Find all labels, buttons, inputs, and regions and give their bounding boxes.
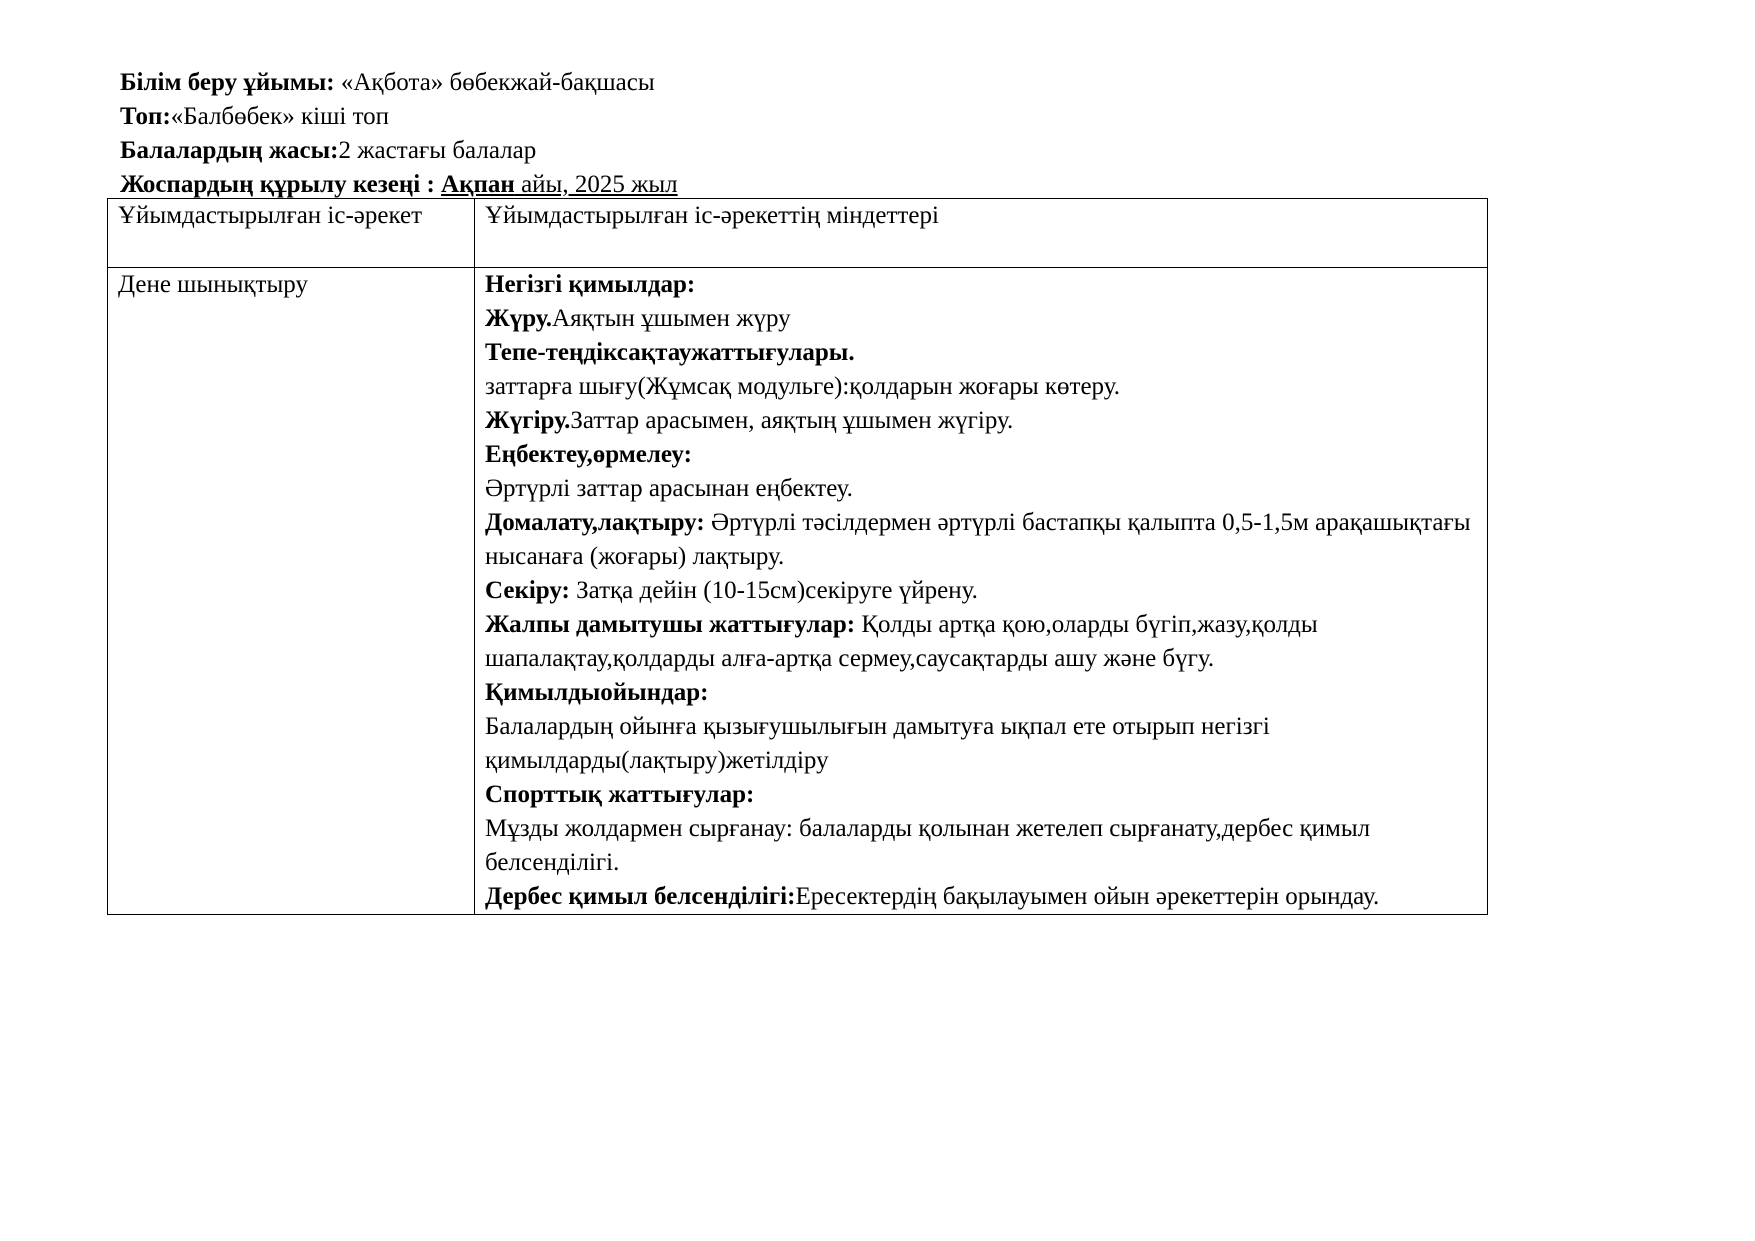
period-line bbox=[120, 168, 678, 202]
activity-cell: Дене шынықтыру bbox=[108, 268, 475, 915]
organization-label: Білім беру ұйымы: bbox=[120, 69, 335, 96]
task-heading: Қимылдыойындар: bbox=[485, 679, 709, 706]
task-item bbox=[485, 778, 1479, 812]
task-heading: Негізгі қимылдар: bbox=[485, 271, 696, 298]
task-item bbox=[485, 574, 1479, 608]
task-text: заттарға шығу(Жұмсақ модульге):қолдарын жоғары көтеру. bbox=[485, 373, 1120, 400]
task-heading: Жүру. bbox=[485, 305, 553, 332]
age-value: 2 жастағы балалар bbox=[338, 137, 537, 164]
task-item bbox=[485, 268, 1479, 302]
task-item bbox=[485, 438, 1479, 472]
task-text: Ересектердің бақылауымен ойын әрекеттерін орындау. bbox=[795, 883, 1380, 910]
age-line bbox=[120, 134, 678, 168]
task-item bbox=[485, 506, 1479, 574]
table-header-row bbox=[108, 199, 1488, 268]
tasks-cell bbox=[475, 268, 1488, 915]
task-item bbox=[485, 676, 1479, 710]
group-label: Топ: bbox=[120, 103, 171, 130]
task-heading: Жүгіру. bbox=[485, 407, 571, 434]
task-text: Мұзды жолдармен сырғанау: балаларды қолынан жетелеп сырғанату,дербес қимыл белсенділігі. bbox=[485, 815, 1371, 876]
table-row bbox=[108, 268, 1488, 915]
task-item bbox=[485, 302, 1479, 336]
group-line bbox=[120, 100, 678, 134]
task-heading: Еңбектеу,өрмелеу: bbox=[485, 441, 692, 468]
group-value: «Балбөбек» кіші топ bbox=[170, 103, 390, 130]
task-text: Балалардың ойынға қызығушылығын дамытуға ықпал ете отырып негізгі қимылдарды(лақтыру)жетілдіру bbox=[485, 713, 1270, 774]
task-text: Заттар арасымен, аяқтың ұшымен жүгіру. bbox=[570, 407, 1014, 434]
task-heading: Жалпы дамытушы жаттығулар: bbox=[485, 611, 856, 638]
period-label: Жоспардың құрылу кезеңі : bbox=[120, 171, 442, 198]
plan-table bbox=[107, 198, 1488, 915]
task-heading: Спорттық жаттығулар: bbox=[485, 781, 755, 808]
task-text: Затқа дейін (10-15см)секіруге үйрену. bbox=[569, 577, 978, 604]
task-text: Әртүрлі заттар арасынан еңбектеу. bbox=[485, 475, 853, 502]
task-item bbox=[485, 880, 1479, 914]
task-item bbox=[485, 370, 1479, 404]
column-header-tasks: Ұйымдастырылған іс-әрекеттің міндеттері bbox=[475, 199, 1488, 268]
organization-line bbox=[120, 66, 678, 100]
period-month: Ақпан bbox=[441, 171, 515, 198]
task-heading: Дербес қимыл белсенділігі: bbox=[485, 883, 796, 910]
task-item bbox=[485, 812, 1479, 880]
task-item bbox=[485, 404, 1479, 438]
task-item bbox=[485, 710, 1479, 778]
organization-value: «Ақбота» бөбекжай-бақшасы bbox=[334, 69, 655, 96]
period-rest: айы, 2025 жыл bbox=[514, 171, 678, 198]
task-text: Қолды артқа қою,оларды бүгіп,жазу,қолды шапалақтау,қолдарды алға-артқа сермеу,саусақтарды ашу және бүгу. bbox=[485, 611, 1318, 672]
task-heading: Тепе-теңдіксақтаужаттығулары. bbox=[485, 339, 855, 366]
task-text: Аяқтын ұшымен жүру bbox=[552, 305, 791, 332]
task-heading: Секіру: bbox=[485, 577, 570, 604]
task-text: Әртүрлі тәсілдермен әртүрлі бастапқы қалыпта 0,5-1,5м арақашықтағы нысанаға (жоғары) лақтыру. bbox=[485, 509, 1471, 570]
column-header-activity: Ұйымдастырылған іс-әрекет bbox=[108, 199, 475, 268]
task-item bbox=[485, 472, 1479, 506]
task-item bbox=[485, 336, 1479, 370]
task-item bbox=[485, 608, 1479, 676]
task-heading: Домалату,лақтыру: bbox=[485, 509, 705, 536]
document-header bbox=[120, 66, 678, 202]
age-label: Балалардың жасы: bbox=[120, 137, 339, 164]
